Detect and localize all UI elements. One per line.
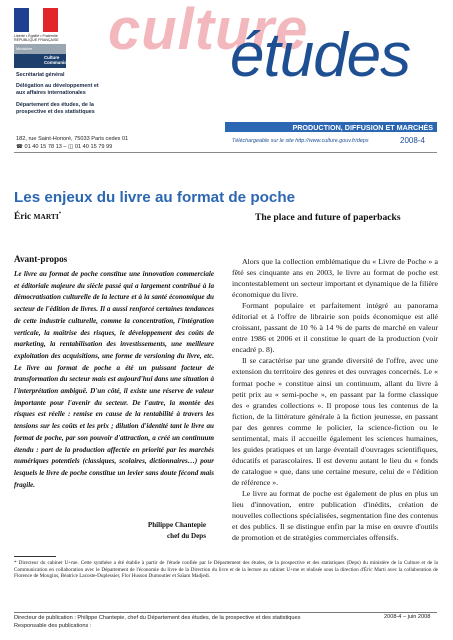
- english-title: The place and future of paperbacks: [255, 212, 401, 223]
- address: 182, rue Saint-Honoré, 75033 Paris cedex 01: [16, 136, 129, 142]
- body-column: [232, 256, 438, 543]
- signature-name: Philippe Chantepie: [147, 521, 206, 529]
- download-link[interactable]: Téléchargeable sur le site http://www.culture.gouv.fr/deps: [232, 138, 369, 144]
- body-paragraph: Le livre au format de poche est également de plus en plus un lieu d'innovation, entre publication d'inédits, création de nouvelles collections spécialisées, segmentation fine des contenus et des publics. Il se distingue enfin par la mise en œuvre d'outils de promotion et de stratégies commerciales offensifs.: [232, 488, 438, 543]
- footnote-divider: [14, 556, 56, 557]
- dept-line: Délégation au développement et aux affaires internationales: [16, 83, 99, 97]
- collection-banner: [225, 122, 437, 132]
- article-title: Les enjeux du livre au format de poche: [14, 189, 296, 206]
- responsable-line: Responsable des publications :: [14, 623, 92, 629]
- issue-date: 2008-4 – juin 2008: [384, 614, 431, 620]
- body-paragraph: Il se caractérise par une grande diversité de l'offre, avec une extension du territoire des genres et des ouvrages concernés. Le « format poche » constitue ainsi un continuum, allant du livre à petit prix au « semi-poche », en passant par la forme classique des « grandes collections ». Il propose tous les contenus de la fiction, de la littérature générale à la fiction jeunesse, en passant par des genres comme le policier, la science-fiction ou le sentimental, mais il accueille également les sciences humaines, les guides pratiques et un large éventail d'ouvrages scientifiques, éducatifs et parascolaires. Il est devenu autant le lieu du « fonds de catalogue » que, dans une certaine mesure, celui de « l'édition de référence ».: [232, 356, 438, 487]
- collection-label: PRODUCTION, DIFFUSION ET MARCHÉS: [292, 123, 433, 132]
- footnote: * Directeur du cabinet U+me. Cette synthèse a été établie à partir de l'étude confiée par le Département des études, de la prospective et des statistiques (Deps) du ministère de la Culture et de la Communication en collaboration avec le Département de l'économie du livre de la Direction du livre et de la lecture au cabinet U+me et réalisée sous la direction d'Éric Marti avec la collaboration de Florence de Mougins, Béatrice Lacoste-Duplessier, Flor Husson Dumoutier et Saïam Madjedi.: [14, 560, 438, 580]
- author-first: Éric: [14, 212, 34, 223]
- dept-line: Secrétariat général: [16, 72, 65, 78]
- phone-fax: ☎ 01 40 15 78 13 – ◫ 01 40 15 79 99: [16, 143, 113, 150]
- signature-role: chef du Deps: [166, 532, 206, 540]
- header-divider: [14, 152, 437, 153]
- author-footnote-mark: *: [58, 212, 62, 217]
- republique-flag-logo: [14, 8, 58, 32]
- body-paragraph: Alors que la collection emblématique du « Livre de Poche » a fêté ses cinquante ans en 2003, le livre au format de poche est incontestablement un secteur important et dynamique de la filière économique du livre.: [232, 257, 438, 300]
- address-block: [16, 136, 128, 151]
- avant-propos-heading: Avant-propos: [14, 254, 68, 264]
- culture-communication-logo: [14, 54, 78, 68]
- issue-number: 2008-4: [400, 136, 425, 145]
- avant-propos-text: Le livre au format de poche constitue une innovation commerciale et éditoriale majeure du siècle passé qui a largement contribué à la démocratisation culturelle de la lecture et à la santé économique du secteur de l'édition de livres. Il a aussi renforcé certaines tendances de cette industrie culturelle, comme la concentration, l'intégration verticale, la maîtrise des risques, le développement des coûts de marketing, la rentabilisation des investissements, une meilleure exploitation des acquisitions, une forme de versioning du livre, etc. Le livre au format de poche a été un puissant facteur de transformation du secteur mais est aujourd'hui dans une situation à l'interprétation ambiguë. D'un côté, il existe une réserve de valeur importante pour l'avenir du secteur. De l'autre, la montée des risques est réelle : remise en cause de la rentabilité à travers les tensions sur les coûts et les prix ; dilution d'identité tant le livre au format de poche, par son pouvoir d'attraction, a créé un continuum étendu : part de la production affectée en priorité par les marchés numériques potentiels (classiques, scolaires, dictionnaires…) pour lesquels le livre de poche constitue un levier sans doute fécond mais fragile.: [14, 270, 214, 489]
- body-paragraph: Formant populaire et parfaitement intégré au panorama éditorial et à l'offre de librairie son poids économique est allé croissant, passant de 10 % à 14 % de parts de marché en valeur entre 1986 et 2006 et il constitue le quart de la production (voir encadré p. 8).: [232, 301, 438, 355]
- culture-communication-label: Culture Communication: [44, 55, 78, 65]
- ministere-label: Ministère: [16, 46, 33, 51]
- director-line: Directeur de publication : Philippe Chantepie, chef du Département des études, de la prospective et des statistiques: [14, 615, 301, 621]
- signature: [96, 520, 206, 542]
- department-block: [16, 72, 106, 116]
- dept-line: Département des études, de la prospective et des statistiques: [16, 101, 95, 115]
- publication-credits: [14, 614, 300, 630]
- etudes-masthead: études: [230, 21, 411, 90]
- republique-label: Liberté • Égalité • Fraternité RÉPUBLIQUE FRANÇAISE: [14, 34, 59, 43]
- author-last: MARTI: [33, 212, 59, 222]
- culture-masthead: culture: [108, 0, 309, 62]
- author: [14, 212, 61, 222]
- footer-divider: [14, 612, 437, 613]
